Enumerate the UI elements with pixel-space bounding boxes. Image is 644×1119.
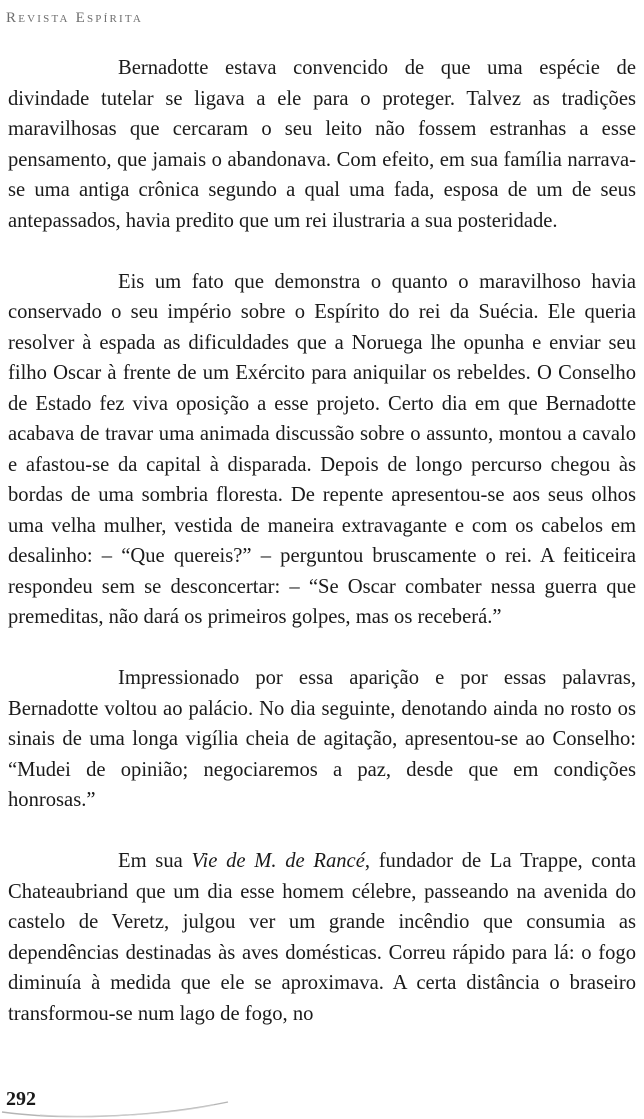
paragraph-3: Impressionado por essa aparição e por essas palavras, Bernadotte voltou ao palácio. No dia seguinte, denotando ainda no rosto os sinais de uma longa vigília cheia de agitação, apresentou-se ao Conselho: “Mudei de opinião; negociaremos a paz, desde que em condições honrosas.” bbox=[8, 667, 636, 811]
paragraph-4-lead: Em sua bbox=[118, 850, 192, 872]
running-header: Revista Espírita bbox=[6, 10, 144, 26]
page-number-swoosh bbox=[0, 1090, 240, 1119]
paragraph-4 bbox=[8, 846, 636, 1029]
paragraph-2: Eis um fato que demonstra o quanto o maravilhoso havia conservado o seu império sobre o Espírito do rei da Suécia. Ele queria resolver à espada as dificuldades que a Noruega lhe opunha e enviar seu filho Oscar à frente de um Exército para aniquilar os rebeldes. O Conselho de Estado fez viva oposição a esse projeto. Certo dia em que Bernadotte acabava de travar uma animada discussão sobre o assunto, montou a cavalo e afastou-se da capital à disparada. Depois de longo percurso chegou às bordas de uma sombria floresta. De repente apresentou-se aos seus olhos uma velha mulher, vestida de maneira extravagante e com os cabelos em desalinho: – “Que quereis?” – perguntou bruscamente o rei. A feiticeira respondeu sem se desconcertar: – “Se Oscar combater nessa guerra que premeditas, não dará os primeiros golpes, mas os receberá.” bbox=[8, 270, 636, 628]
body-text bbox=[8, 53, 636, 1029]
page-number: 292 bbox=[6, 1088, 36, 1110]
paragraph-1: Bernadotte estava convencido de que uma espécie de divindade tutelar se ligava a ele para o proteger. Talvez as tradições maravilhosas que cercaram o seu leito não fossem estranhas a esse pensamento, que jamais o abandonava. Com efeito, em sua família narrava-se uma antiga crônica segundo a qual uma fada, esposa de um de seus antepassados, havia predito que um rei ilustraria a sua posteridade. bbox=[8, 57, 636, 232]
book-title: Vie de M. de Rancé bbox=[191, 850, 365, 872]
paragraph-4-rest: , fundador de La Trappe, conta Chateaubriand que um dia esse homem célebre, passeando na avenida do castelo de Veretz, julgou ver um grande incêndio que consumia as dependências destinadas às aves domésticas. Correu rápido para lá: o fogo diminuía à medida que ele se aproximava. A certa distância o braseiro transformou-se num lago de fogo, no bbox=[8, 850, 636, 1025]
